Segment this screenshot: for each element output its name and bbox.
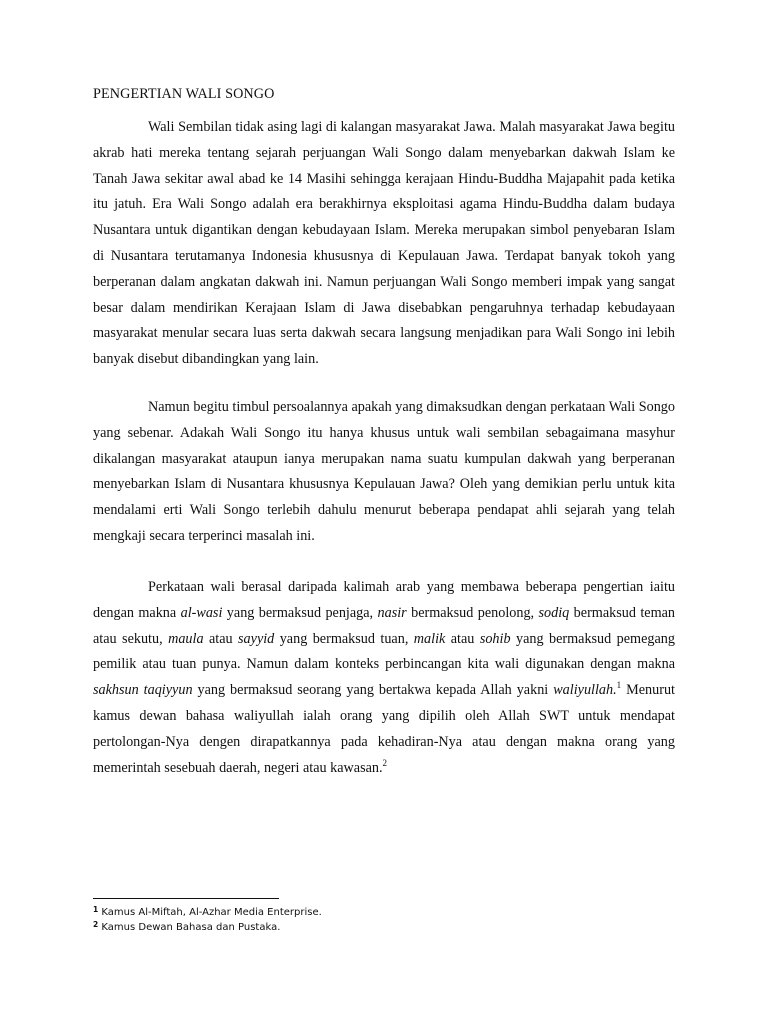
footnote-number: 1 [93, 905, 99, 914]
term-al-wasi: al-wasi [180, 604, 223, 621]
footnote-ref-2: 2 [382, 757, 388, 768]
text-run: atau [203, 630, 239, 647]
text-run: bermaksud teman atau sekutu, [93, 604, 675, 647]
footnote-text: Kamus Al-Miftah, Al-Azhar Media Enterprise. [98, 907, 322, 918]
footnote-ref-1: 1 [616, 680, 622, 691]
text-run: yang bermaksud seorang yang bertakwa kepada Allah yakni [192, 682, 554, 699]
text-run: bermaksud penolong, [406, 604, 539, 621]
text-run: Menurut kamus dewan bahasa waliyullah ialah orang yang dipilih oleh Allah SWT untuk mendapat pertolongan-Nya dengen dirapatkannya pada kehadiran-Nya atau dengan makna orang yang memerintah sesebuah daerah, negeri atau kawasan. [93, 682, 675, 776]
text-run: Perkataan wali berasal daripada kalimah arab yang membawa beberapa pengertian iaitu dengan makna [93, 579, 675, 621]
term-sayyid: sayyid [238, 630, 275, 647]
text-run: yang bermaksud pemegang pemilik atau tuan punya. Namun dalam konteks perbincangan kita wali digunakan dengan makna [93, 630, 675, 673]
term-sakhsun-taqiyyun: sakhsun taqiyyun [93, 682, 193, 699]
term-sohib: sohib [479, 630, 511, 647]
term-waliyullah: waliyullah. [553, 682, 617, 699]
footnote-1 [93, 906, 322, 921]
text-run: atau [445, 630, 480, 647]
page-title: PENGERTIAN WALI SONGO [93, 86, 275, 102]
paragraph-definition [93, 575, 675, 781]
text-run: yang bermaksud tuan, [274, 630, 414, 647]
footnotes [93, 906, 322, 935]
footnote-divider [93, 898, 279, 899]
term-malik: malik [413, 630, 446, 647]
term-nasir: nasir [377, 604, 407, 621]
footnote-2 [93, 921, 322, 936]
paragraph-intro: Wali Sembilan tidak asing lagi di kalangan masyarakat Jawa. Malah masyarakat Jawa begitu akrab hati mereka tentang sejarah perjuangan Wali Songo dalam menyebarkan dakwah Islam ke Tanah Jawa sekitar awal abad ke 14 Masihi sehingga kerajaan Hindu-Buddha Majapahit pada ketika itu jatuh. Era Wali Songo adalah era berakhirnya eksploitasi agama Hindu-Buddha dalam budaya Nusantara untuk digantikan dengan kebudayaan Islam. Mereka merupakan simbol penyebaran Islam di Nusantara terutamanya Indonesia khususnya di Kepulauan Jawa. Terdapat banyak tokoh yang berperanan dalam angkatan dakwah ini. Namun perjuangan Wali Songo memberi impak yang sangat besar dalam mendirikan Kerajaan Islam di Jawa disebabkan pengaruhnya terhadap kebudayaan masyarakat menular secara luas serta dakwah secara langsung menjadikan para Wali Songo ini lebih banyak disebut dibandingkan yang lain. [93, 119, 675, 368]
paragraph-question: Namun begitu timbul persoalannya apakah yang dimaksudkan dengan perkataan Wali Songo yang sebenar. Adakah Wali Songo itu hanya khusus untuk wali sembilan sebagaimana masyhur dikalangan masyarakat ataupun ianya merupakan nama suatu kumpulan dakwah yang berperanan menyebarkan Islam di Nusantara khususnya Kepulauan Jawa? Oleh yang demikian perlu untuk kita mendalami erti Wali Songo terlebih dahulu menurut beberapa pendapat ahli sejarah yang telah mengkaji secara terperinci masalah ini. [93, 399, 675, 544]
term-sodiq: sodiq [538, 604, 570, 621]
term-maula: maula [168, 630, 204, 647]
footnote-text: Kamus Dewan Bahasa dan Pustaka. [98, 921, 281, 933]
footnote-number: 2 [93, 919, 99, 929]
text-run: yang bermaksud penjaga, [222, 604, 378, 621]
